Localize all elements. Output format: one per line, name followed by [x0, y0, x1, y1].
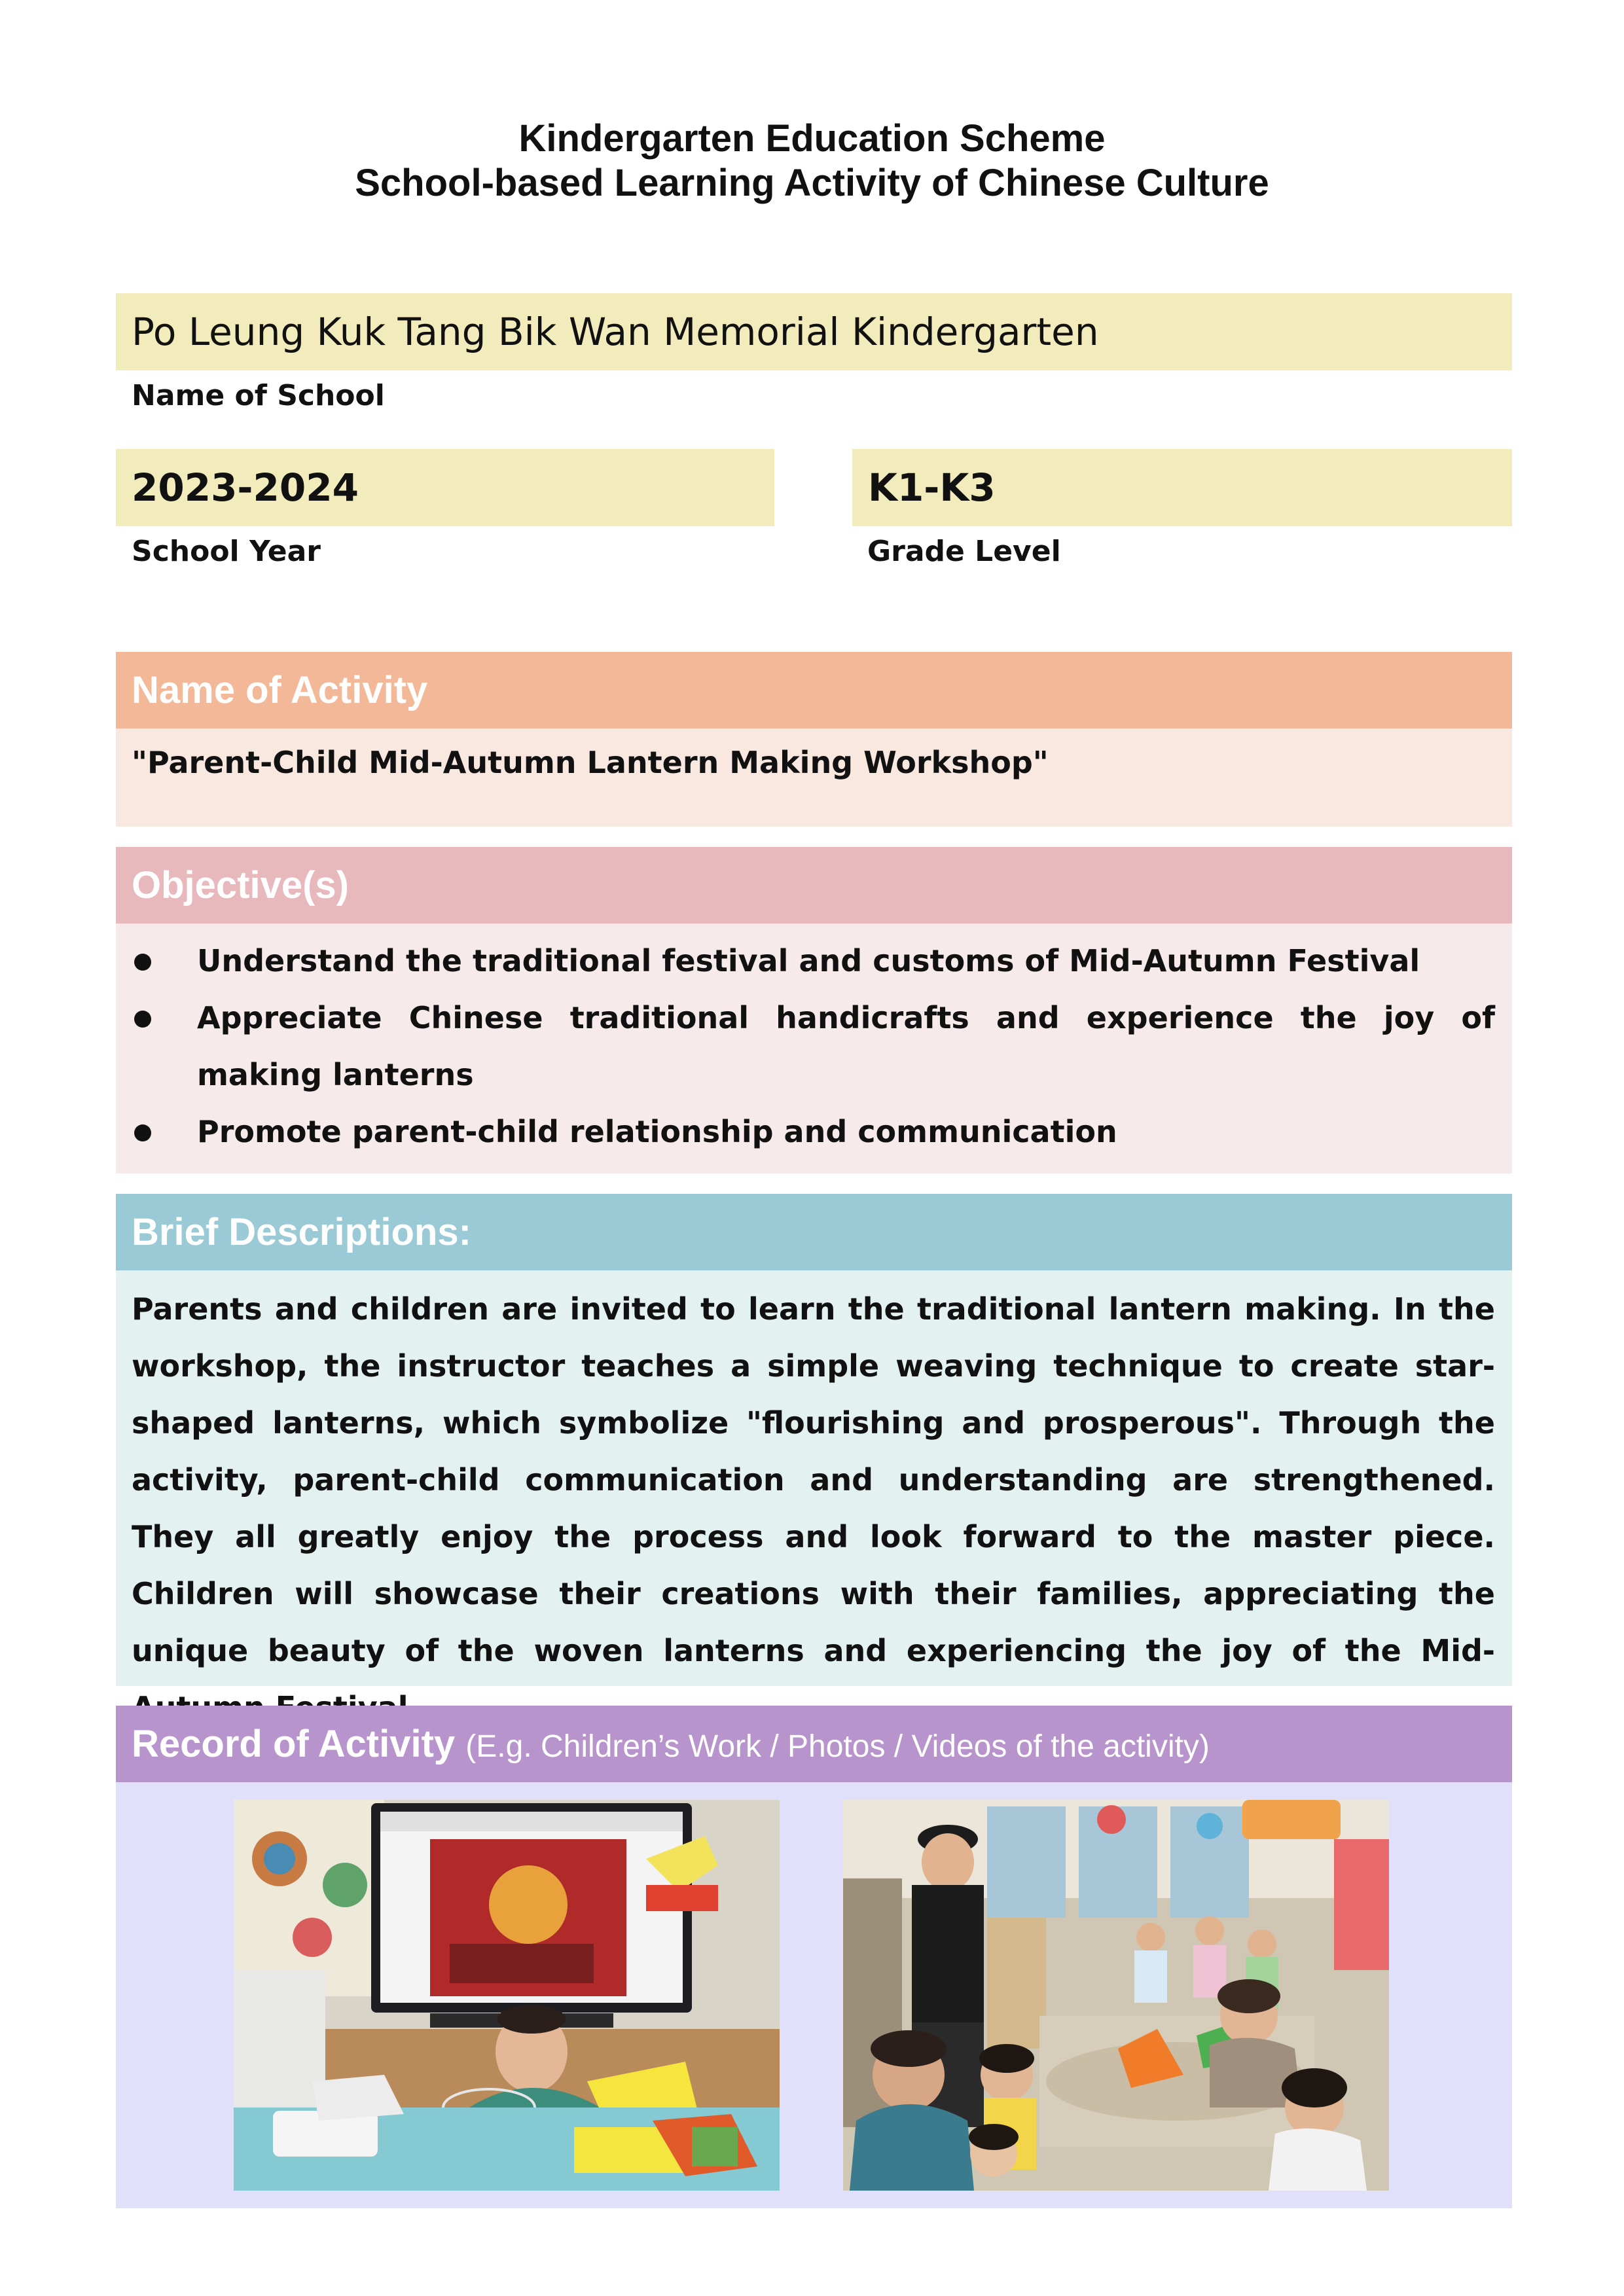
- objectives-heading: Objective(s): [116, 847, 1512, 924]
- bullet-icon: [134, 1011, 151, 1028]
- record-title: Record of Activity: [132, 1723, 456, 1765]
- school-year-field: 2023-2024: [116, 449, 774, 526]
- objective-text: Appreciate Chinese traditional handicrafts and experience the joy of making lanterns: [197, 1000, 1495, 1092]
- objective-text: Promote parent-child relationship and communication: [197, 1114, 1117, 1149]
- objective-item: [116, 933, 1512, 990]
- activity-photo-instructor: [234, 1800, 780, 2191]
- document-title: [0, 117, 1624, 206]
- school-year-label: School Year: [132, 535, 321, 568]
- objectives-list: [116, 933, 1512, 1160]
- school-name-field: Po Leung Kuk Tang Bik Wan Memorial Kindergarten: [116, 293, 1512, 370]
- record-heading: [116, 1706, 1512, 1782]
- description-body: [116, 1270, 1512, 1686]
- bullet-icon: [134, 954, 151, 971]
- description-heading: Brief Descriptions:: [116, 1194, 1512, 1270]
- activity-name: "Parent-Child Mid-Autumn Lantern Making Workshop": [116, 728, 1512, 827]
- school-name-label: Name of School: [132, 379, 385, 412]
- title-line-2: School-based Learning Activity of Chinese Culture: [355, 162, 1269, 204]
- grade-level-label: Grade Level: [867, 535, 1061, 568]
- grade-level-field: K1-K3: [852, 449, 1512, 526]
- bullet-icon: [134, 1124, 151, 1141]
- objectives-body: [116, 924, 1512, 1174]
- description-text: Parents and children are invited to learn the traditional lantern making. In the workshop, the instructor teaches a simple weaving technique to create star-shaped lanterns, which symbolize "flourishing and prosperous". Through the activity, parent-child communication and understanding are strengthened. They all greatly enjoy the process and look forward to the master piece. Children will showcase their creations with their families, appreciating the unique beauty of the woven lanterns and experiencing the joy of the Mid-: [132, 1291, 1495, 1668]
- title-line-1: Kindergarten Education Scheme: [518, 117, 1106, 160]
- objective-text: Understand the traditional festival and customs of Mid-Autumn Festival: [197, 943, 1420, 978]
- activity-photo-families: [843, 1800, 1389, 2191]
- objective-item: [116, 1103, 1512, 1160]
- objective-item: [116, 990, 1512, 1103]
- activity-heading: Name of Activity: [116, 652, 1512, 728]
- record-subtitle: (E.g. Children’s Work / Photos / Videos of the activity): [465, 1729, 1210, 1764]
